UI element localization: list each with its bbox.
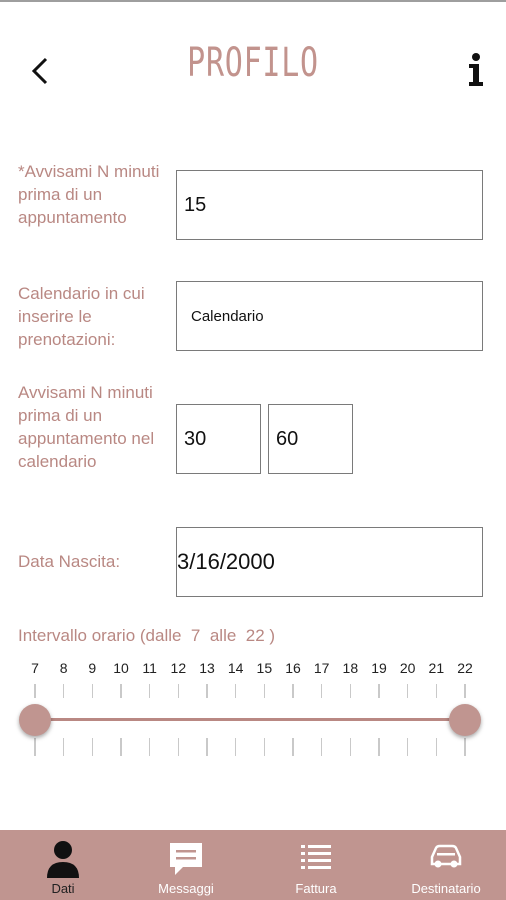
tick-mark-bottom	[464, 738, 466, 756]
calendar-value: Calendario	[191, 307, 264, 325]
tick-mark-top	[63, 684, 65, 698]
tick-mark-bottom	[63, 738, 65, 756]
tab-messaggi[interactable]	[123, 830, 249, 900]
tick-mark-bottom	[436, 738, 438, 756]
tick-label-13: 13	[199, 660, 215, 676]
tick-label-22: 22	[457, 660, 473, 676]
tick-mark-top	[378, 684, 380, 698]
tick-mark-top	[407, 684, 409, 698]
tick-label-8: 8	[59, 660, 68, 676]
tick-label-12: 12	[170, 660, 187, 676]
tab-destinatario[interactable]	[383, 830, 506, 900]
tick-mark-bottom	[350, 738, 352, 756]
notify-minutes-value: 15	[184, 193, 207, 216]
tick-mark-top	[321, 684, 323, 698]
page-title: PROFILO	[187, 40, 319, 86]
tick-mark-top	[292, 684, 294, 698]
tab-dati[interactable]	[0, 830, 126, 900]
info-icon[interactable]	[462, 52, 490, 88]
range-label-prefix: Intervallo orario (dalle	[18, 626, 182, 645]
tick-label-17: 17	[313, 660, 330, 676]
tick-mark-bottom	[178, 738, 180, 756]
tick-mark-top	[120, 684, 122, 698]
tick-mark-bottom	[292, 738, 294, 756]
tick-mark-top	[149, 684, 151, 698]
tick-mark-top	[34, 684, 36, 698]
chat-icon	[167, 840, 205, 878]
tick-mark-bottom	[378, 738, 380, 756]
tab-dati-label: Dati	[51, 881, 75, 896]
tick-label-20: 20	[399, 660, 416, 676]
tick-mark-top	[350, 684, 352, 698]
back-chevron-icon[interactable]	[24, 54, 58, 88]
tick-label-16: 16	[285, 660, 301, 676]
range-ticks	[0, 660, 506, 760]
range-slider-start-thumb[interactable]	[19, 704, 51, 736]
tick-mark-bottom	[34, 738, 36, 756]
tab-fattura[interactable]	[253, 830, 379, 900]
range-slider-end-thumb[interactable]	[449, 704, 481, 736]
tick-mark-bottom	[321, 738, 323, 756]
tick-mark-bottom	[407, 738, 409, 756]
range-label	[18, 626, 275, 646]
person-icon	[45, 840, 81, 878]
tick-label-9: 9	[88, 660, 97, 676]
tick-mark-top	[464, 684, 466, 698]
range-to-value: 22	[245, 626, 265, 645]
tick-label-18: 18	[342, 660, 359, 676]
top-divider	[0, 0, 506, 2]
notify-calendar-value-2: 60	[276, 427, 299, 450]
tick-label-15: 15	[256, 660, 273, 676]
notify-calendar-input-2[interactable]	[268, 404, 353, 474]
tab-messaggi-label: Messaggi	[158, 881, 214, 896]
calendar-select[interactable]	[176, 281, 483, 351]
bottom-tab-bar	[0, 830, 506, 900]
list-icon	[299, 840, 333, 870]
range-label-suffix: )	[269, 626, 276, 645]
calendar-label: Calendario in cui inserire le prenotazioni:	[18, 284, 145, 349]
tick-label-14: 14	[227, 660, 244, 676]
tick-label-10: 10	[113, 660, 129, 676]
tick-mark-bottom	[92, 738, 94, 756]
birth-label: Data Nascita:	[18, 552, 121, 571]
notify-calendar-label: Avvisami N minuti prima di un appuntamento nel calendario	[18, 383, 155, 471]
notify-calendar-input-1[interactable]	[176, 404, 261, 474]
tick-mark-top	[92, 684, 94, 698]
range-slider-track[interactable]	[37, 718, 466, 721]
tab-fattura-label: Fattura	[295, 881, 337, 896]
notify-minutes-input[interactable]	[176, 170, 483, 240]
tick-label-21: 21	[428, 660, 445, 676]
tick-mark-top	[235, 684, 237, 698]
notify-label: *Avvisami N minuti prima di un appuntamento	[18, 162, 160, 227]
tick-mark-top	[436, 684, 438, 698]
tick-label-19: 19	[371, 660, 387, 676]
tick-mark-bottom	[264, 738, 266, 756]
tick-mark-bottom	[235, 738, 237, 756]
tick-mark-bottom	[149, 738, 151, 756]
car-icon	[428, 840, 464, 870]
tick-mark-bottom	[120, 738, 122, 756]
birth-date-input[interactable]	[176, 527, 483, 597]
range-label-mid: alle	[209, 626, 237, 645]
birth-date-value: 3/16/2000	[177, 549, 275, 574]
tick-mark-bottom	[206, 738, 208, 756]
range-from-value: 7	[190, 626, 201, 645]
tick-label-7: 7	[31, 660, 39, 676]
tick-label-11: 11	[142, 660, 157, 676]
tick-mark-top	[264, 684, 266, 698]
tick-mark-top	[206, 684, 208, 698]
notify-calendar-value-1: 30	[184, 427, 207, 450]
tab-destinatario-label: Destinatario	[411, 881, 481, 896]
tick-mark-top	[178, 684, 180, 698]
